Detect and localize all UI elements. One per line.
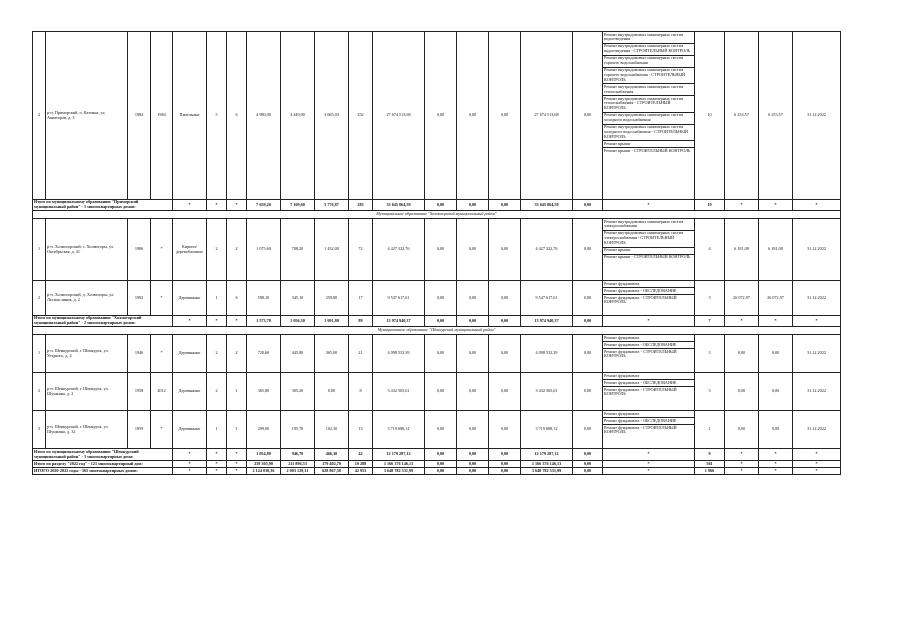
cell-cost-total: 27 674 513,68 (373, 32, 425, 200)
subtotal-label: Итого по муниципальному образованию "Холмогорский муниципальный район" - 2 многоквартирных домов: (33, 316, 173, 327)
cell-fund-local: 0,00 (489, 335, 521, 373)
cell-year-built: 1992 (128, 281, 151, 316)
cell-unit-cost: * (725, 200, 759, 211)
cell-fund-reg: 0,00 (457, 373, 489, 411)
cell-works-count: 4 (695, 219, 725, 281)
cell-unit-cost: * (725, 316, 759, 327)
work-item: Ремонт фундамента (603, 281, 694, 288)
cell-wall: Деревянные (173, 335, 207, 373)
cell-area-residential: 179 402,70 (315, 461, 349, 468)
cell-fund-reg: 0,00 (457, 32, 489, 200)
cell-star: * (207, 468, 227, 475)
cell-fund-local: 0,00 (489, 411, 521, 449)
cell-deadline: * (793, 461, 841, 468)
subtotal-row (33, 316, 841, 327)
cell-fund-other: 0,00 (573, 373, 603, 411)
cell-cost-total: 3 432 565,61 (373, 373, 425, 411)
cell-works-count: 3 (695, 373, 725, 411)
cell-residents: 42 (349, 449, 373, 461)
cell-cost-total: 3 648 782 531,99 (373, 468, 425, 475)
cell-fund-fed: 0,00 (425, 281, 457, 316)
cell-year-reno: * (151, 219, 173, 281)
cell-unit-cost: * (725, 461, 759, 468)
cell-cost-total: 3 719 688,12 (373, 411, 425, 449)
cell-fund-fed: 0,00 (425, 219, 457, 281)
cell-area-residential: 466,30 (315, 449, 349, 461)
cell-area-total: 7 659,20 (247, 200, 281, 211)
cell-unit-cost: 26 072,97 (725, 281, 759, 316)
cell-fund-local: 0,00 (489, 281, 521, 316)
cell-area-residential: 365,00 (315, 335, 349, 373)
grand-total-label: ИТОГО 2020-2022 годы - 565 многоквартирных домов: (33, 468, 173, 475)
cell-unit-cost: * (725, 449, 759, 461)
cell-fund-owners: 9 547 617,61 (521, 281, 573, 316)
cell-star: * (207, 449, 227, 461)
cell-star: * (173, 200, 207, 211)
cell-star: * (207, 200, 227, 211)
cell-cost-total: 1 166 376 146,13 (373, 461, 425, 468)
work-item: Ремонт фундамента (603, 411, 694, 418)
cell-star: * (227, 316, 247, 327)
work-item: Ремонт внутридомовых инженерных систем горячего водоснабжения (603, 56, 694, 68)
cell-fund-owners: 3 719 688,12 (521, 411, 573, 449)
cell-max-cost: * (759, 316, 793, 327)
cell-address: р-п. Шенкурский, г. Шенкурск, ул. Шушкина, д. 2 (46, 373, 128, 411)
cell-works-count: 1 (695, 411, 725, 449)
work-item: Ремонт крыши - СТРОИТЕЛЬНЫЙ КОНТРОЛЬ (604, 254, 691, 260)
cell-fund-owners: 1 166 376 146,13 (521, 461, 573, 468)
subtotal-label: Итого по муниципальному образованию "Шенкурский муниципальный район" - 3 многоквартирных дома: (33, 449, 173, 461)
cell-fund-reg: 0,00 (457, 449, 489, 461)
cell-fund-local: 0,00 (489, 200, 521, 211)
table-row (33, 32, 841, 200)
cell-fund-reg: 0,00 (457, 468, 489, 475)
cell-area-total: 239 305,90 (247, 461, 281, 468)
cell-year-reno: * (151, 281, 173, 316)
work-item: Ремонт внутридомовых инженерных систем горячего водоснабжения - СТРОИТЕЛЬНЫЙ КОНТРОЛЬ (603, 68, 694, 85)
cell-works (603, 335, 695, 373)
cell-area-total: 365,80 (247, 373, 281, 411)
cell-fund-reg: 0,00 (457, 281, 489, 316)
cell-residents: 89 (349, 316, 373, 327)
cell-unit-cost: 0,00 (725, 373, 759, 411)
cell-residents: 8 (349, 373, 373, 411)
cell-entrances: 2 (227, 219, 247, 281)
cell-area-residential: 1 691,80 (315, 316, 349, 327)
cell-area-living: 2 003 129,31 (281, 468, 315, 475)
cell-works-count: 9 (695, 449, 725, 461)
work-item: Ремонт фундамента - ОБСЛЕДОВАНИЕ (603, 418, 694, 425)
year-total-row (33, 461, 841, 468)
cell-deadline: 31.12.2022 (793, 219, 841, 281)
work-item: Ремонт фундамента - ОБСЛЕДОВАНИЕ (603, 380, 694, 387)
cell-num: 2 (33, 373, 46, 411)
cell-max-cost: 0,00 (759, 411, 793, 449)
cell-area-total: 1 075,60 (247, 219, 281, 281)
cell-fund-local: 0,00 (489, 32, 521, 200)
cell-works: * (603, 200, 695, 211)
cell-wall: Деревянные (173, 411, 207, 449)
cell-star: * (207, 316, 227, 327)
cell-unit-cost: 6 181,08 (725, 219, 759, 281)
cell-residents: 21 (349, 335, 373, 373)
cell-star: * (173, 461, 207, 468)
cell-max-cost: 26 072,97 (759, 281, 793, 316)
cell-entrances: 1 (227, 373, 247, 411)
cell-area-living: 305,20 (281, 373, 315, 411)
cell-area-living: 345,10 (281, 281, 315, 316)
cell-fund-fed: 0,00 (425, 411, 457, 449)
cell-num: 2 (33, 32, 46, 200)
cell-area-residential: 259,80 (315, 281, 349, 316)
cell-max-cost: 6 253,57 (759, 32, 793, 200)
work-item: Ремонт крыши (603, 248, 694, 255)
cell-fund-owners: 4 427 322,76 (521, 219, 573, 281)
cell-wall: Деревянные (173, 281, 207, 316)
cell-wall: Кирпич/деревоблочные (173, 219, 207, 281)
cell-fund-fed: 0,00 (425, 468, 457, 475)
cell-address: р-п. Шенкурский, г. Шенкурск, ул. Шушкина, д. 32 (46, 411, 128, 449)
cell-wall: Панельные (173, 32, 207, 200)
cell-entrances: 2 (227, 335, 247, 373)
cell-year-built: 1986 (128, 219, 151, 281)
cell-floors: 2 (207, 335, 227, 373)
cell-area-living: 211 896,53 (281, 461, 315, 468)
work-item: Ремонт фундамента - СТРОИТЕЛЬНЫЙ КОНТРОЛЬ (604, 294, 677, 305)
cell-deadline: 31.12.2022 (793, 411, 841, 449)
cell-area-residential: 628 867,58 (315, 468, 349, 475)
cell-cost-total: 9 547 617,61 (373, 281, 425, 316)
cell-fund-fed: 0,00 (425, 32, 457, 200)
work-item: Ремонт фундамента (603, 373, 694, 380)
cell-area-living: 7 169,60 (281, 200, 315, 211)
cell-fund-reg: 0,00 (457, 219, 489, 281)
cell-area-total: 720,60 (247, 335, 281, 373)
cell-unit-cost: 6 253,57 (725, 32, 759, 200)
cell-fund-local: 0,00 (489, 316, 521, 327)
year-total-label: Итого по разделу "2022 год" - 121 многоквартирный дом: (33, 461, 173, 468)
cell-num: 3 (33, 411, 46, 449)
cell-residents: 72 (349, 219, 373, 281)
cell-star: * (227, 449, 247, 461)
cell-year-built: 1959 (128, 411, 151, 449)
section-title: Муниципальное образование "Холмогорский муниципальный район" (33, 211, 841, 219)
cell-fund-owners: 13 974 940,37 (521, 316, 573, 327)
cell-floors: 2 (207, 373, 227, 411)
cell-works (603, 281, 695, 316)
cell-area-total: 209,00 (247, 411, 281, 449)
table-row (33, 411, 841, 449)
cell-floors: 5 (207, 32, 227, 200)
cell-residents: 42 953 (349, 468, 373, 475)
cell-fund-other: 0,00 (573, 335, 603, 373)
table-row (33, 219, 841, 281)
cell-star: * (173, 449, 207, 461)
grand-total-row (33, 468, 841, 475)
cell-area-total: 2 124 818,36 (247, 468, 281, 475)
cell-year-built: 1984 (128, 32, 151, 200)
cell-unit-cost: 0,00 (725, 335, 759, 373)
cell-works-count: 10 (695, 32, 725, 200)
cell-cost-total: 33 645 864,59 (373, 200, 425, 211)
table-row (33, 281, 841, 316)
cell-fund-other: 0,00 (573, 219, 603, 281)
cell-fund-fed: 0,00 (425, 373, 457, 411)
section-title: Муниципальное образование "Шенкурский муниципальный район" (33, 327, 841, 335)
cell-area-living: 1 056,30 (281, 316, 315, 327)
cell-fund-local: 0,00 (489, 461, 521, 468)
cell-works: * (603, 468, 695, 475)
cell-deadline: 31.12.2022 (793, 335, 841, 373)
cell-fund-other: 0,00 (573, 32, 603, 200)
cell-entrances: 6 (227, 281, 247, 316)
work-item: Ремонт внутридомовых инженерных систем водоотведения (603, 32, 694, 44)
cell-residents: 252 (349, 32, 373, 200)
cell-fund-owners: 12 179 287,12 (521, 449, 573, 461)
cell-fund-other: 0,00 (573, 449, 603, 461)
cell-max-cost: * (759, 200, 793, 211)
work-item: Ремонт внутридомовых инженерных систем холодного водоснабжения - СТРОИТЕЛЬНЫЙ КОНТРОЛЬ (603, 125, 694, 142)
work-item: Ремонт внутридомовых инженерных систем электроснабжения - СТРОИТЕЛЬНЫЙ КОНТРОЛЬ (603, 231, 694, 248)
cell-deadline: * (793, 468, 841, 475)
cell-num: 1 (33, 335, 46, 373)
work-item: Ремонт фундамента - СТРОИТЕЛЬНЫЙ КОНТРОЛЬ (604, 348, 677, 359)
work-item: Ремонт фундамента - ОБСЛЕДОВАНИЕ (603, 342, 694, 349)
cell-fund-other: 0,00 (573, 468, 603, 475)
cell-area-residential: 5 776,87 (315, 200, 349, 211)
cell-max-cost: * (759, 468, 793, 475)
cell-year-reno: * (151, 335, 173, 373)
work-item: Ремонт фундамента - СТРОИТЕЛЬНЫЙ КОНТРОЛЬ (604, 424, 677, 435)
work-item: Ремонт внутридомовых инженерных систем теплоснабжения (603, 84, 694, 96)
cell-area-residential: 1 432,00 (315, 219, 349, 281)
cell-floors: 1 (207, 411, 227, 449)
work-item: Ремонт фундамента (603, 335, 694, 342)
work-item: Ремонт крыши - СТРОИТЕЛЬНЫЙ КОНТРОЛЬ (604, 147, 691, 153)
subtotal-row (33, 200, 841, 211)
cell-works (603, 411, 695, 449)
cell-area-living: 946,70 (281, 449, 315, 461)
cell-year-reno: 2012 (151, 373, 173, 411)
cell-fund-owners: 33 645 864,59 (521, 200, 573, 211)
cell-max-cost: 0,00 (759, 373, 793, 411)
cell-year-reno: * (151, 411, 173, 449)
cell-deadline: * (793, 316, 841, 327)
cell-num: 1 (33, 219, 46, 281)
cell-works: * (603, 461, 695, 468)
cell-residents: 283 (349, 200, 373, 211)
cell-works-count: 3 (695, 335, 725, 373)
cell-works-count: 1 966 (695, 468, 725, 475)
cell-fund-reg: 0,00 (457, 200, 489, 211)
cell-area-living: 708,20 (281, 219, 315, 281)
table-body (33, 32, 841, 475)
cell-fund-owners: 27 674 513,68 (521, 32, 573, 200)
table-row (33, 373, 841, 411)
cell-star: * (207, 461, 227, 468)
table-row (33, 335, 841, 373)
work-item: Ремонт крыши (603, 141, 694, 148)
cell-cost-total: 4 427 322,76 (373, 219, 425, 281)
cell-fund-fed: 0,00 (425, 335, 457, 373)
cell-fund-reg: 0,00 (457, 316, 489, 327)
cell-star: * (227, 461, 247, 468)
cell-max-cost: * (759, 461, 793, 468)
cell-works-count: 19 (695, 200, 725, 211)
cell-year-reno: 1984 (151, 32, 173, 200)
work-item: Ремонт внутридомовых инженерных систем водоотведения - СТРОИТЕЛЬНЫЙ КОНТРОЛЬ (603, 44, 694, 56)
cell-fund-other: 0,00 (573, 411, 603, 449)
cell-cost-total: 13 974 940,37 (373, 316, 425, 327)
cell-year-built: 1958 (128, 373, 151, 411)
cell-area-residential: 3 665,03 (315, 32, 349, 200)
subtotal-row (33, 449, 841, 461)
cell-max-cost: 0,00 (759, 335, 793, 373)
cell-entrances: 1 (227, 411, 247, 449)
section-header-row (33, 327, 841, 335)
cell-area-residential: 102,30 (315, 411, 349, 449)
cell-area-total: 598,10 (247, 281, 281, 316)
cell-works (603, 373, 695, 411)
work-item: Ремонт внутридомовых инженерных систем холодного водоснабжения (603, 113, 694, 125)
cell-fund-local: 0,00 (489, 468, 521, 475)
cell-fund-reg: 0,00 (457, 411, 489, 449)
cell-floors: 2 (207, 219, 227, 281)
cell-fund-fed: 0,00 (425, 449, 457, 461)
subtotal-label: Итого по муниципальному образованию "Приморский муниципальный район" - 1 многоквартирных домов: (33, 200, 173, 211)
cell-star: * (227, 200, 247, 211)
cell-works: * (603, 449, 695, 461)
cell-area-total: 1 573,70 (247, 316, 281, 327)
cell-deadline: * (793, 200, 841, 211)
cell-works-count: 3 (695, 281, 725, 316)
cell-star: * (173, 468, 207, 475)
cell-floors: 1 (207, 281, 227, 316)
cell-max-cost: * (759, 449, 793, 461)
cell-deadline: * (793, 449, 841, 461)
cell-fund-other: 0,00 (573, 281, 603, 316)
cell-address: р-п. Шенкурский, г. Шенкурск, ул. Уездного, д. 4 (46, 335, 128, 373)
cell-deadline: 31.12.2022 (793, 32, 841, 200)
cell-area-living: 4 449,00 (281, 32, 315, 200)
cell-fund-fed: 0,00 (425, 316, 457, 327)
cell-deadline: 31.12.2022 (793, 281, 841, 316)
cell-cost-total: 12 179 287,12 (373, 449, 425, 461)
work-item: Ремонт внутридомовых инженерных систем электроснабжения (603, 219, 694, 231)
cell-star: * (173, 316, 207, 327)
cell-fund-other: 0,00 (573, 461, 603, 468)
cell-unit-cost: 0,00 (725, 411, 759, 449)
cell-works (603, 32, 695, 200)
cell-fund-owners: 3 432 565,61 (521, 373, 573, 411)
cell-works-count: 7 (695, 316, 725, 327)
cell-entrances: 6 (227, 32, 247, 200)
cell-area-total: 1 054,80 (247, 449, 281, 461)
cell-fund-reg: 0,00 (457, 461, 489, 468)
cell-num: 2 (33, 281, 46, 316)
cell-year-built: 1946 (128, 335, 151, 373)
work-item: Ремонт фундамента - ОБСЛЕДОВАНИЕ (603, 288, 694, 295)
cell-residents: 10 288 (349, 461, 373, 468)
cell-fund-local: 0,00 (489, 373, 521, 411)
cell-works: * (603, 316, 695, 327)
cell-fund-local: 0,00 (489, 449, 521, 461)
cell-residents: 13 (349, 411, 373, 449)
cell-fund-reg: 0,00 (457, 335, 489, 373)
cell-max-cost: 6 181,08 (759, 219, 793, 281)
cell-residents: 17 (349, 281, 373, 316)
work-item: Ремонт фундамента - СТРОИТЕЛЬНЫЙ КОНТРОЛЬ (604, 386, 677, 397)
cell-fund-fed: 0,00 (425, 200, 457, 211)
capital-repair-table (32, 31, 841, 475)
cell-address: р-п. Холмогорский, с. Холмогоры, ул. Октябрьская, д. 41 (46, 219, 128, 281)
cell-area-living: 445,80 (281, 335, 315, 373)
cell-area-residential: 0,00 (315, 373, 349, 411)
cell-address: р-п. Холмогорский, д. Холмогоры, ул. Лесная линия, д. 2 (46, 281, 128, 316)
cell-works (603, 219, 695, 281)
cell-fund-fed: 0,00 (425, 461, 457, 468)
cell-unit-cost: * (725, 468, 759, 475)
cell-address: р-п. Приморский, п. Катенна, ул. Авиаторов, д. 3 (46, 32, 128, 200)
cell-fund-owners: 3 648 782 531,99 (521, 468, 573, 475)
cell-fund-local: 0,00 (489, 219, 521, 281)
cell-fund-other: 0,00 (573, 316, 603, 327)
cell-deadline: 31.12.2022 (793, 373, 841, 411)
cell-fund-other: 0,00 (573, 200, 603, 211)
cell-fund-owners: 4 098 533,39 (521, 335, 573, 373)
cell-area-total: 4 980,00 (247, 32, 281, 200)
cell-wall: Деревянные (173, 373, 207, 411)
cell-area-living: 195,70 (281, 411, 315, 449)
cell-works-count: 561 (695, 461, 725, 468)
work-item: Ремонт внутридомовых инженерных систем теплоснабжения - СТРОИТЕЛЬНЫЙ КОНТРОЛЬ (603, 96, 694, 113)
section-header-row (33, 211, 841, 219)
cell-cost-total: 4 098 533,39 (373, 335, 425, 373)
cell-star: * (227, 468, 247, 475)
